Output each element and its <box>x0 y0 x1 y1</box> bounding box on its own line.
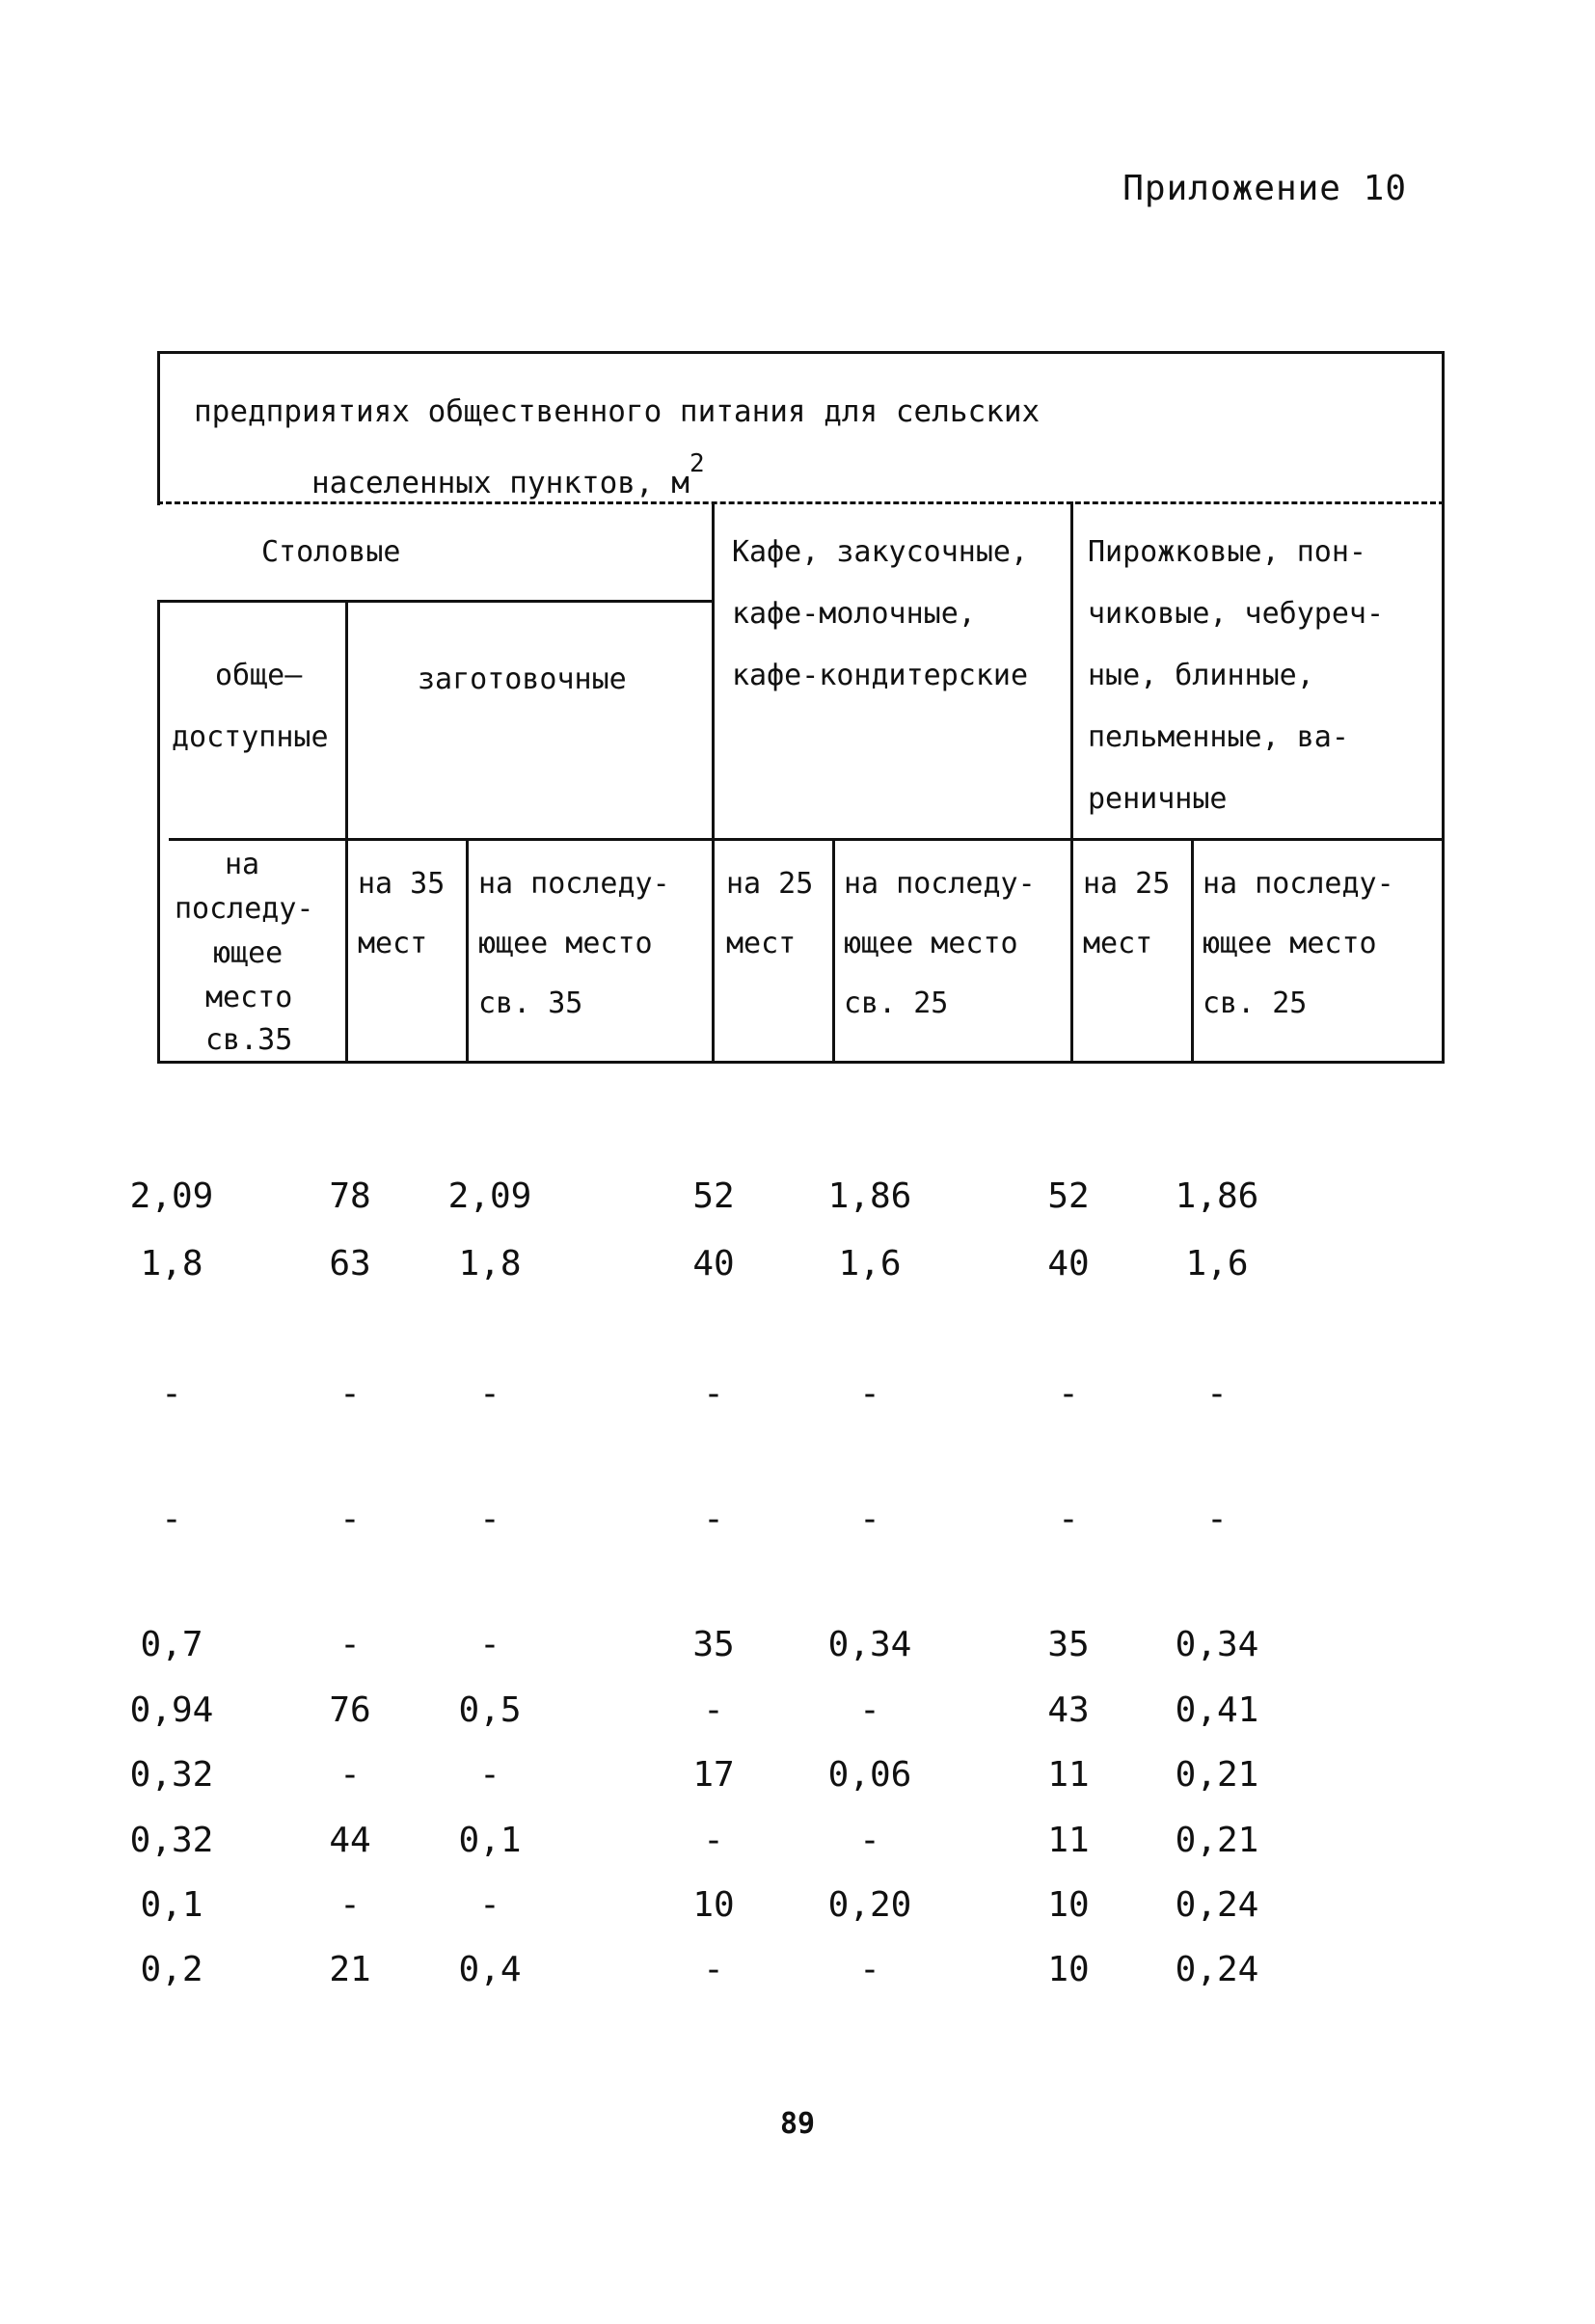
table-cell: 0,24 <box>1175 1950 1259 1989</box>
table-cell: 0,32 <box>129 1755 214 1795</box>
table-cell: 78 <box>329 1176 371 1216</box>
rule <box>157 600 160 1063</box>
table-cell: 10 <box>1047 1950 1090 1989</box>
sub-col5-line2: ющее место <box>844 927 1018 960</box>
table-cell: - <box>703 1950 724 1989</box>
table-cell: 0,41 <box>1175 1690 1259 1730</box>
table-cell: - <box>703 1500 724 1539</box>
sub-col3-line1: на последу- <box>478 867 670 901</box>
col-group-pirozhkovye-line5: реничные <box>1088 782 1228 816</box>
table-cell: - <box>479 1500 500 1539</box>
rule <box>157 351 160 505</box>
col-zagotovochnye: заготовочные <box>418 662 627 696</box>
table-cell: - <box>339 1625 361 1664</box>
col-obshchedostupnye-line1: общe— <box>215 659 303 692</box>
col-group-pirozhkovye-line3: ные, блинные, <box>1088 659 1314 692</box>
sub-col1-line1: на <box>225 848 260 881</box>
table-cell: 0,94 <box>129 1690 214 1730</box>
sub-col1-line3: ющее <box>213 936 284 970</box>
table-cell: 0,7 <box>140 1625 203 1664</box>
col-group-stolovye: Столовые <box>261 535 401 569</box>
table-cell: - <box>479 1885 500 1925</box>
sub-col7-line3: св. 25 <box>1203 986 1308 1020</box>
table-cell: - <box>859 1374 880 1414</box>
sub-col6-line1: на 25 <box>1083 867 1171 901</box>
table-cell: 0,20 <box>827 1885 912 1925</box>
table-cell: 21 <box>329 1950 371 1989</box>
table-cell: 52 <box>1047 1176 1090 1216</box>
sub-col6-line2: мест <box>1083 927 1153 960</box>
rule <box>1442 351 1445 505</box>
table-cell: 52 <box>692 1176 735 1216</box>
table-cell: - <box>161 1374 182 1414</box>
table-cell: 1,86 <box>1175 1176 1259 1216</box>
table-cell: 0,1 <box>140 1885 203 1925</box>
table-cell: - <box>859 1821 880 1860</box>
sub-col1-line5: св.35 <box>205 1023 293 1057</box>
table-cell: 43 <box>1047 1690 1090 1730</box>
unit-superscript: 2 <box>689 449 705 478</box>
col-group-kafe-line3: кафе-кондитерские <box>732 659 1029 692</box>
table-cell: 0,24 <box>1175 1885 1259 1925</box>
table-cell: 11 <box>1047 1755 1090 1795</box>
sub-col1-line2: последу- <box>175 892 314 926</box>
table-cell: 1,8 <box>140 1244 203 1284</box>
col-group-kafe-line2: кафе-молочные, <box>732 597 976 631</box>
sub-col5-line1: на последу- <box>844 867 1036 901</box>
table-cell: - <box>1206 1374 1228 1414</box>
table-cell: 0,21 <box>1175 1821 1259 1860</box>
table-cell: 1,8 <box>458 1244 522 1284</box>
table-cell: 1,6 <box>838 1244 902 1284</box>
table-cell: 0,06 <box>827 1755 912 1795</box>
table-cell: - <box>339 1885 361 1925</box>
table-cell: - <box>339 1374 361 1414</box>
sub-col5-line3: св. 25 <box>844 986 949 1020</box>
table-header <box>157 351 1445 1069</box>
table-cell: 76 <box>329 1690 371 1730</box>
table-cell: 44 <box>329 1821 371 1860</box>
sub-col4-line1: на 25 <box>726 867 814 901</box>
table-cell: - <box>479 1755 500 1795</box>
table-title-line1: предприятиях общественного питания для сельских <box>194 394 1041 429</box>
col-group-pirozhkovye-line1: Пирожковые, пон- <box>1088 535 1366 569</box>
sub-col3-line2: ющее место <box>478 927 653 960</box>
table-cell: - <box>703 1821 724 1860</box>
table-cell: - <box>859 1950 880 1989</box>
col-group-pirozhkovye-line2: чиковые, чебуреч- <box>1088 597 1385 631</box>
rule <box>1191 838 1194 1063</box>
table-cell: 40 <box>1047 1244 1090 1284</box>
table-cell: - <box>479 1625 500 1664</box>
table-cell: 0,34 <box>1175 1625 1259 1664</box>
rule <box>1070 501 1073 1063</box>
sub-col2-line1: на 35 <box>358 867 446 901</box>
rule <box>157 1061 1445 1064</box>
table-cell: - <box>161 1500 182 1539</box>
table-title-text: населенных пунктов, м <box>311 466 689 500</box>
table-cell: 1,86 <box>827 1176 912 1216</box>
table-cell: 10 <box>1047 1885 1090 1925</box>
page-number: 89 <box>779 2107 816 2141</box>
table-cell: 10 <box>692 1885 735 1925</box>
col-obshchedostupnye-line2: доступные <box>172 720 329 754</box>
rule <box>345 838 348 1063</box>
appendix-label: Приложение 10 <box>1122 169 1407 208</box>
table-cell: - <box>339 1755 361 1795</box>
table-title-line2 <box>311 438 705 509</box>
table-cell: - <box>339 1500 361 1539</box>
rule <box>832 838 835 1063</box>
sub-col1-line4: место <box>205 981 293 1014</box>
rule <box>712 501 715 1063</box>
table-cell: - <box>703 1374 724 1414</box>
table-cell: 63 <box>329 1244 371 1284</box>
col-group-kafe-line1: Кафе, закусочные, <box>732 535 1029 569</box>
rule <box>157 351 1445 354</box>
table-cell: 0,4 <box>458 1950 522 1989</box>
table-cell: 2,09 <box>129 1176 214 1216</box>
table-cell: - <box>479 1374 500 1414</box>
table-cell: - <box>1058 1374 1079 1414</box>
sub-col2-line2: мест <box>358 927 428 960</box>
table-cell: - <box>703 1690 724 1730</box>
sub-col7-line2: ющее место <box>1203 927 1377 960</box>
rule <box>1442 501 1445 1063</box>
table-cell: 0,32 <box>129 1821 214 1860</box>
table-cell: 35 <box>1047 1625 1090 1664</box>
table-cell: 0,5 <box>458 1690 522 1730</box>
sub-col7-line1: на последу- <box>1203 867 1394 901</box>
table-cell: 1,6 <box>1185 1244 1249 1284</box>
rule <box>466 838 469 1063</box>
table-cell: - <box>859 1690 880 1730</box>
table-cell: 2,09 <box>447 1176 532 1216</box>
table-cell: 17 <box>692 1755 735 1795</box>
table-cell: 11 <box>1047 1821 1090 1860</box>
table-cell: 35 <box>692 1625 735 1664</box>
table-cell: 40 <box>692 1244 735 1284</box>
table-cell: - <box>859 1500 880 1539</box>
table-cell: - <box>1058 1500 1079 1539</box>
table-cell: 0,21 <box>1175 1755 1259 1795</box>
table-cell: 0,1 <box>458 1821 522 1860</box>
rule <box>157 600 715 603</box>
table-cell: 0,2 <box>140 1950 203 1989</box>
table-cell: - <box>1206 1500 1228 1539</box>
rule <box>169 838 1445 841</box>
table-cell: 0,34 <box>827 1625 912 1664</box>
sub-col4-line2: мест <box>726 927 797 960</box>
sub-col3-line3: св. 35 <box>478 986 583 1020</box>
col-group-pirozhkovye-line4: пельменные, ва- <box>1088 720 1349 754</box>
